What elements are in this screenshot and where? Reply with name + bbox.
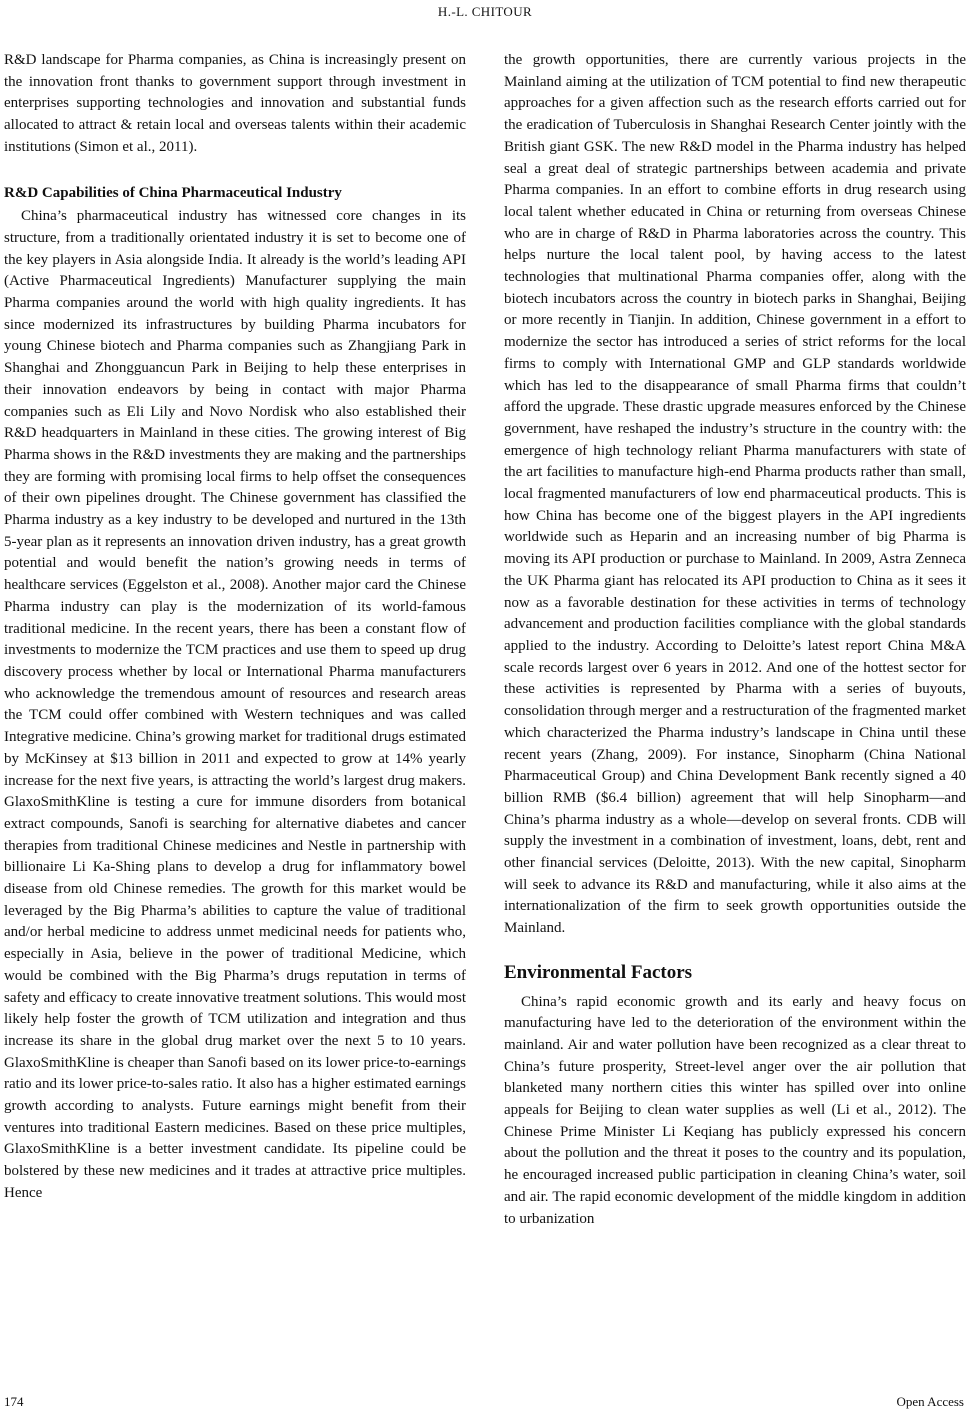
page-number: 174	[4, 1394, 24, 1409]
left-column	[4, 50, 466, 1205]
paragraph-continued: R&D landscape for Pharma companies, as China is increasingly present on the innovation front thanks to government support through investment in enterprises supporting technologies and innovation and substantial funds allocated to attract & retain local and overseas talents within their academic institutions (Simon et al., 2011).	[4, 52, 466, 155]
paragraph-growth-opportunities: the growth opportunities, there are currently various projects in the Mainland aiming at the utilization of TCM potential to find new therapeutic approaches for a given affection such as the research efforts carried out for the eradication of Tuberculosis in Shanghai Research Center jointly with the British giant GSK. The new R&D model in the Pharma industry has helped seal a great deal of strategic partnerships between academia and private Pharma companies. In an effort to combine efforts in drug research using local talent whether educated in China or returning from overseas Chinese who are in charge of R&D in Pharma laboratories across the country. This helps nurture the local talent pool, by having access to the latest technologies that multinational Pharma companies offer, along with the biotech incubators across the country in biotech parks in Shanghai, Beijing or more recently in Tianjin. In addition, Chinese government in a effort to modernize the sector has introduced a series of strict reforms for the local firms to comply with International GMP and GLP standards worldwide which has led to the disappearance of small Pharma firms that couldn’t afford the upgrade. These drastic upgrade measures enforced by the Chinese government, have reshaped the industry’s structure in the country with: the emergence of high technology reliant Pharma manufacturers with state of the art facilities to manufacture high-end Pharma products rather than small, local fragmented manufacturers of low end pharmaceutical products. This is how China has become one of the biggest players in the API ingredients worldwide such as Heparin and an increasing number of big Pharma is moving its API production or purchase to Mainland. In 2009, Astra Zenneca the UK Pharma giant has relocated its API production to China as it sees it now as a favorable destination for these activities in terms of technology advancement and production facilities compliance with the global standards applied to the industry. According to Deloitte’s latest report China M&A scale records largest over 6 years in 2012. And one of the hottest sector for these activities is represented by Pharma with a series of buyouts, consolidation through merger and a restructuration of the fragmented market which characterized the Pharma industry’s landscape in China until these recent years (Zhang, 2009). For instance, Sinopharm (China National Pharmaceutical Group) and China Development Bank recently signed a 40 billion RMB ($6.4 billion) agreement that will help Sinopharm—and China’s pharma industry as a whole—develop on several fronts. CDB will supply the investment in a combination of investment, loans, debt, rent and other financial services (Deloitte, 2013). With the new capital, Sinopharm will seek to advance its R&D and manufacturing, while it also aims at the internationalization of the firm to seek growth opportunities outside the Mainland.	[504, 52, 966, 937]
section-heading-environmental-factors: Environmental Factors	[504, 961, 693, 983]
paragraph-environmental-factors: China’s rapid economic growth and its early and heavy focus on manufacturing have led to the deterioration of the environment within the mainland. Air and water pollution have been recognized as a clear threat to China’s future prosperity, Street-level anger over the air pollution that blanketed many northern cities this winter has spilled over into online appeals for Beijing to clean water supplies as well (Li et al., 2012). The Chinese Prime Minister Li Keqiang has publicly expressed his concern about the pollution and the threat it poses to the country and its population, he encouraged increased public participation in cleaning China’s water, soil and air. The rapid economic development of the middle kingdom in addition to urbanization	[504, 993, 966, 1227]
license-label: Open Access	[896, 1394, 964, 1409]
subheading-rd-capabilities: R&D Capabilities of China Pharmaceutical Industry	[4, 184, 342, 201]
paragraph-rd-capabilities: China’s pharmaceutical industry has witnessed core changes in its structure, from a traditionally orientated industry it is set to become one of the key players in Asia alongside India. It already is the world’s leading API (Active Pharmaceutical Ingredients) Manufacturer supplying the main Pharma companies around the world with high quality ingredients. It has since modernized its infrastructures by building Pharma incubators for young Chinese biotech and Pharma companies such as Zhangjiang Park in Shanghai and Zhongguancun Park in Beijing to help these enterprises in their innovation endeavors by being in contact with major Pharma companies such as Eli Lily and Novo Nordisk who also established their R&D headquarters in Mainland in these cities. The growing interest of Big Pharma shows in the R&D investments they are making and the partnerships they are forming with promising local firms to help offset the consequences of their own pipelines drought. The Chinese government has classified the Pharma industry as a key industry to be developed and nurtured in the 13th 5-year plan as it represents an innovation driven industry, has a great growth potential and would benefit the nation’s growing needs in terms of healthcare services (Eggelston et al., 2008). Another major card the Chinese Pharma industry can play is the modernization of its world-famous traditional medicine. In the recent years, there has been a constant flow of investments to modernize the TCM practices and use them to speed up drug discovery process whether by local or International Pharma manufacturers who acknowledge the tremendous amount of resources and research areas the TCM could offer combined with Western techniques and was called Integrative medicine. China’s growing market for traditional drugs estimated by McKinsey at $13 billion in 2011 and expected to grow at 14% yearly increase for the next five years, is attracting the world’s largest drug makers. GlaxoSmithKline is testing a cure for immune disorders from botanical extract compounds, Sanofi is searching for alternative diabetes and cancer therapies from traditional Chinese medicines and Nestle in partnership with billionaire Li Ka-Shing plans to develop a drug for inflammatory bowel disease from old Chinese remedies. The growth for this market would be leveraged by the Big Pharma’s abilities to capture the value of traditional and/or herbal medicine to address unmet medicinal needs for patients who, especially in Asia, believe in the power of traditional Medicine, which would be combined with the Big Pharma’s drugs reputation in terms of safety and efficacy to create innovative treatment solutions. This would most likely help foster the growth of TCM utilization and integration and thus increase its share in the global drug market over the next 5 to 10 years. GlaxoSmithKline is cheaper than Sanofi based on its lower price-to-earnings ratio and its lower price-to-sales ratio. It also has a higher estimated earnings growth according to analysts. Future earnings might benefit from their ventures into traditional Eastern medicines. Based on these price multiples, GlaxoSmithKline is a better investment candidate. Its pipeline could be bolstered by these new medicines and it trades at attractive price multiples. Hence	[4, 208, 466, 1201]
right-column	[504, 50, 966, 1230]
running-head: H.-L. CHITOUR	[437, 4, 533, 19]
